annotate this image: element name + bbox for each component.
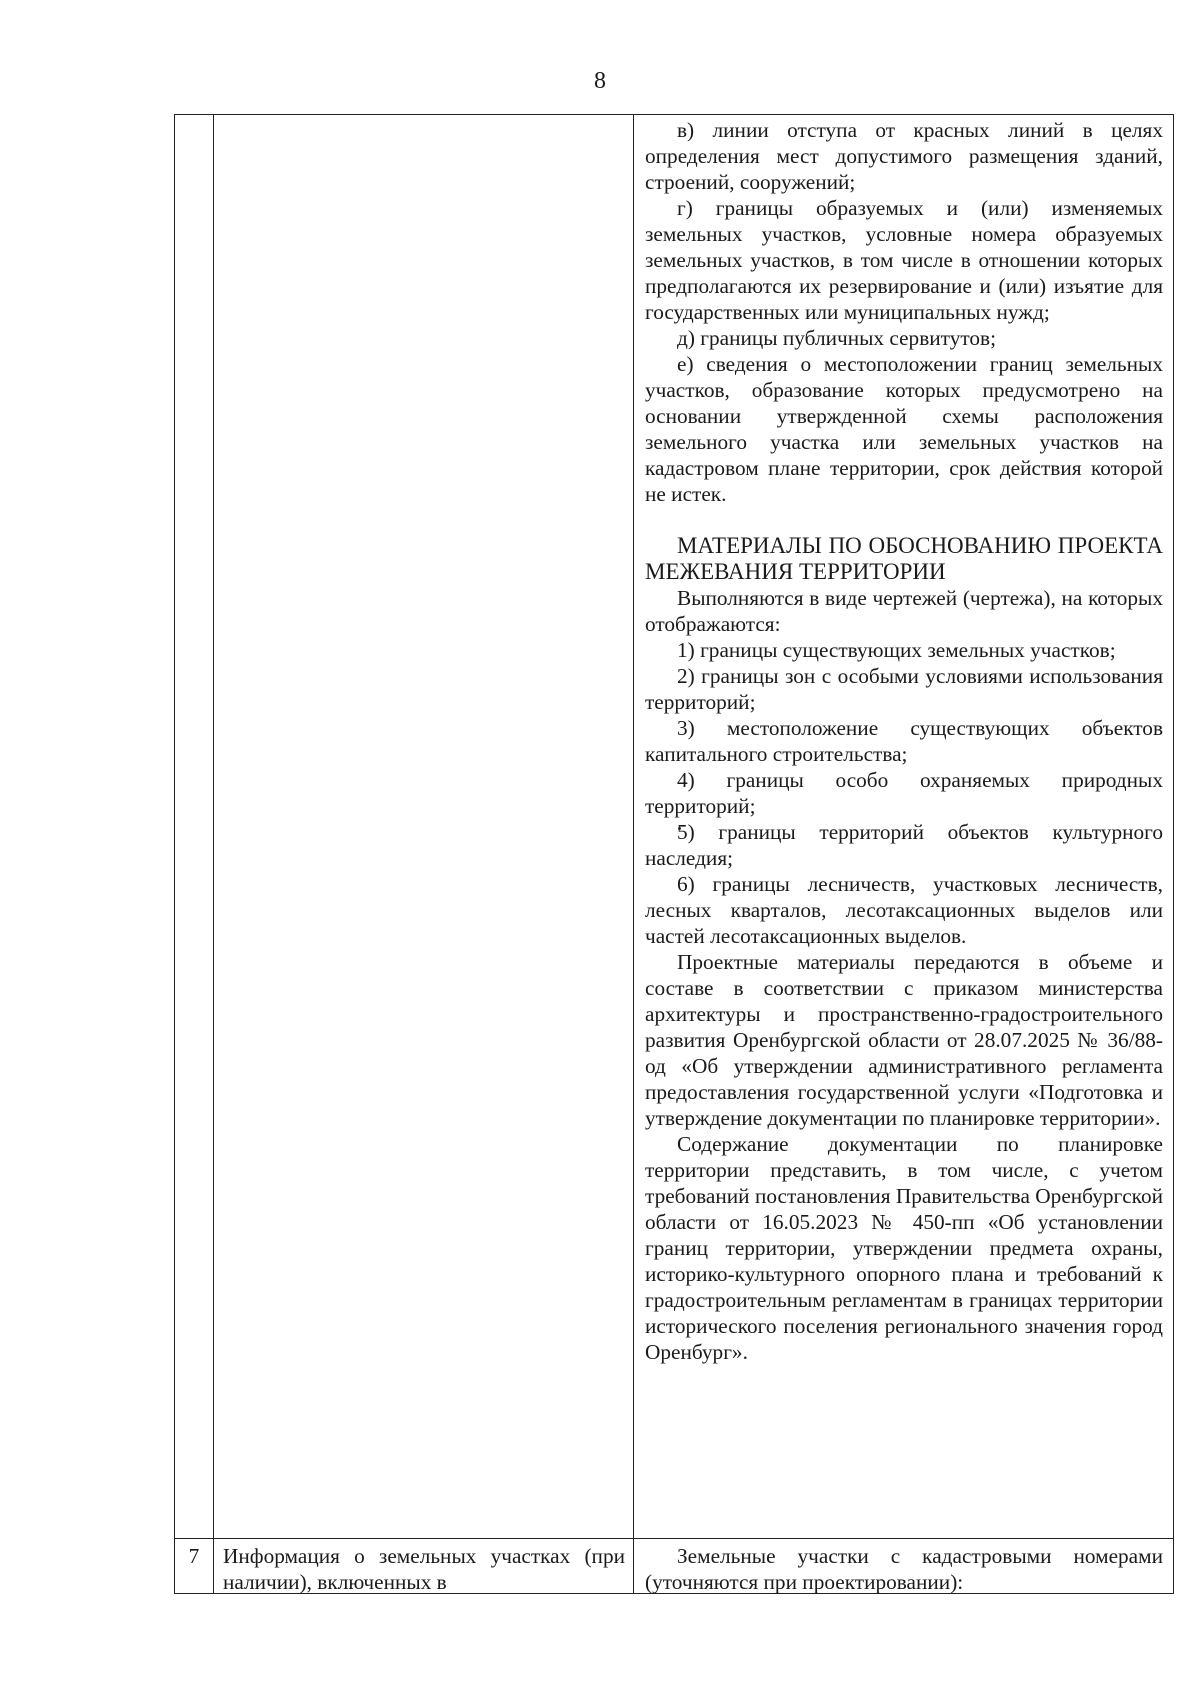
list-item: 2) границы зон с особыми условиями использования территорий; xyxy=(645,664,1163,714)
row-continued-content xyxy=(645,117,1163,1365)
requirements-table xyxy=(174,114,1174,1594)
paragraph-transfer: Проектные материалы передаются в объеме и составе в соответствии с приказом министерства архитектуры и пространственно-градостроительного развития Оренбургской области от 28.07.2025 № 36/88-од «Об утверждении административного регламента предоставления государственной услуги «Подготовка и утверждение документации по планировке территории». xyxy=(645,950,1163,1130)
list-item: 6) границы лесничеств, участковых лесничеств, лесных кварталов, лесотаксационных выделов или частей лесотаксационных выделов. xyxy=(645,872,1163,948)
list-item: 5) границы территорий объектов культурного наследия; xyxy=(645,820,1163,870)
paragraph-content: Содержание документации по планировке территории представить, в том числе, с учетом требований постановления Правительства Оренбургской области от 16.05.2023 № 450-пп «Об установлении границ территории, утверждении предмета охраны, историко-культурного опорного плана и требований к градостроительным регламентам в границах территории исторического поселения регионального значения город Оренбург». xyxy=(645,1132,1163,1364)
list-item: 3) местоположение существующих объектов капитального строительства; xyxy=(645,716,1163,766)
section-heading: МАТЕРИАЛЫ ПО ОБОСНОВАНИЮ ПРОЕКТА МЕЖЕВАНИЯ ТЕРРИТОРИИ xyxy=(645,533,1163,584)
row-name: Информация о земельных участках (при наличии), включенных в xyxy=(223,1544,625,1594)
list-item: г) границы образуемых и (или) изменяемых земельных участков, условные номера образуемых земельных участков, в том числе в отношении которых предполагаются их резервирование и (или) изъятие для государственных или муниципальных нужд; xyxy=(645,196,1163,324)
row-value xyxy=(645,1543,1163,1595)
page-number: 8 xyxy=(594,68,606,94)
list-item: е) сведения о местоположении границ земельных участков, образование которых предусмотрено на основании утвержденной схемы расположения земельного участка или земельных участков на кадастровом плане территории, срок действия которой не истек. xyxy=(645,352,1163,506)
list-item: д) границы публичных сервитутов; xyxy=(677,326,996,350)
row-number: 7 xyxy=(188,1544,200,1568)
list-item: 4) границы особо охраняемых природных территорий; xyxy=(645,768,1163,818)
row-divider xyxy=(175,1538,1173,1539)
section-intro: Выполняются в виде чертежей (чертежа), на которых отображаются: xyxy=(645,586,1163,636)
row-value-text: Земельные участки с кадастровыми номерами (уточняются при проектировании): xyxy=(645,1544,1163,1594)
column-divider xyxy=(633,115,634,1593)
column-divider xyxy=(213,115,214,1593)
list-item: в) линии отступа от красных линий в целях определения мест допустимого размещения зданий, строений, сооружений; xyxy=(645,118,1163,194)
list-item: 1) границы существующих земельных участков; xyxy=(677,638,1116,662)
